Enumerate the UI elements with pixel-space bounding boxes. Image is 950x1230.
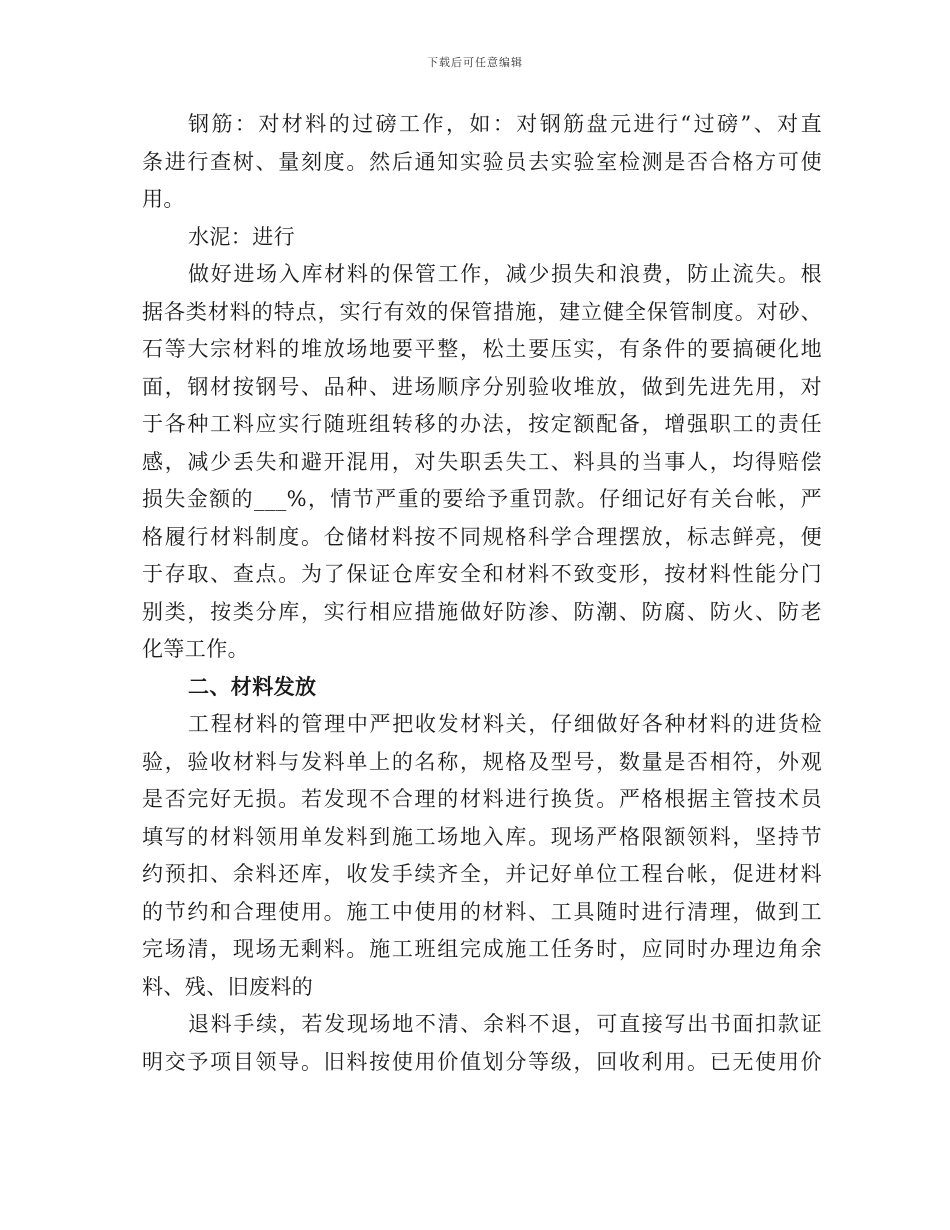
- text-line: 明交予项目领导。旧料按使用价值划分等级，回收利用。已无使用价: [142, 1049, 822, 1074]
- text-line: 钢筋：对材料的过磅工作，如：对钢筋盘元进行“过磅”、对直: [188, 112, 822, 136]
- text-line: 是否完好无损。若发现不合理的材料进行换货。严格根据主管技术员: [142, 787, 822, 811]
- text-line: 别类，按类分库，实行相应措施做好防渗、防潮、防腐、防火、防老: [142, 599, 822, 624]
- text-line: 于各种工料应实行随班组转移的办法，按定额配备，增强职工的责任: [142, 412, 822, 436]
- text-line: 损失金额的___%，情节严重的要给予重罚款。仔细记好有关台帐，严: [142, 487, 822, 511]
- text-line: 水泥：进行: [188, 224, 295, 249]
- text-line: 完场清，现场无剩料。施工班组完成施工任务时，应同时办理边角余: [142, 937, 822, 961]
- text-line: 填写的材料领用单发料到施工场地入库。现场严格限额领料，坚持节: [142, 824, 822, 849]
- text-line: 做好进场入库材料的保管工作，减少损失和浪费，防止流失。根: [188, 262, 822, 286]
- page-header: 下载后可任意编辑: [427, 56, 523, 69]
- text-line: 的节约和合理使用。施工中使用的材料、工具随时进行清理，做到工: [142, 899, 822, 924]
- text-line: 条进行查树、量刻度。然后通知实验员去实验室检测是否合格方可使: [142, 149, 822, 174]
- text-line: 工程材料的管理中严把收发材料关，仔细做好各种材料的进货检: [188, 712, 822, 736]
- text-line: 面，钢材按钢号、品种、进场顺序分别验收堆放，做到先进先用，对: [142, 374, 822, 399]
- text-line: 感，减少丢失和避开混用，对失职丢失工、料具的当事人，均得赔偿: [142, 449, 822, 474]
- text-line: 格履行材料制度。仓储材料按不同规格科学合理摆放，标志鲜亮，便: [142, 524, 822, 549]
- text-line: 石等大宗材料的堆放场地要平整，松土要压实，有条件的要搞硬化地: [142, 337, 822, 361]
- text-line: 退料手续，若发现场地不清、余料不退，可直接写出书面扣款证: [188, 1012, 822, 1036]
- text-line: 据各类材料的特点，实行有效的保管措施，建立健全保管制度。对砂、: [142, 299, 822, 324]
- text-line: 化等工作。: [142, 637, 249, 661]
- text-line: 料、残、旧废料的: [142, 974, 314, 999]
- document-body: [142, 106, 822, 1081]
- text-line: 于存取、查点。为了保证仓库安全和材料不致变形，按材料性能分门: [142, 562, 822, 586]
- section-heading: 二、材料发放: [188, 674, 317, 699]
- text-line: 验，验收材料与发料单上的名称，规格及型号，数量是否相符，外观: [142, 749, 822, 774]
- text-line: 用。: [142, 187, 185, 211]
- text-line: 约预扣、余料还库，收发手续齐全，并记好单位工程台帐，促进材料: [142, 862, 822, 886]
